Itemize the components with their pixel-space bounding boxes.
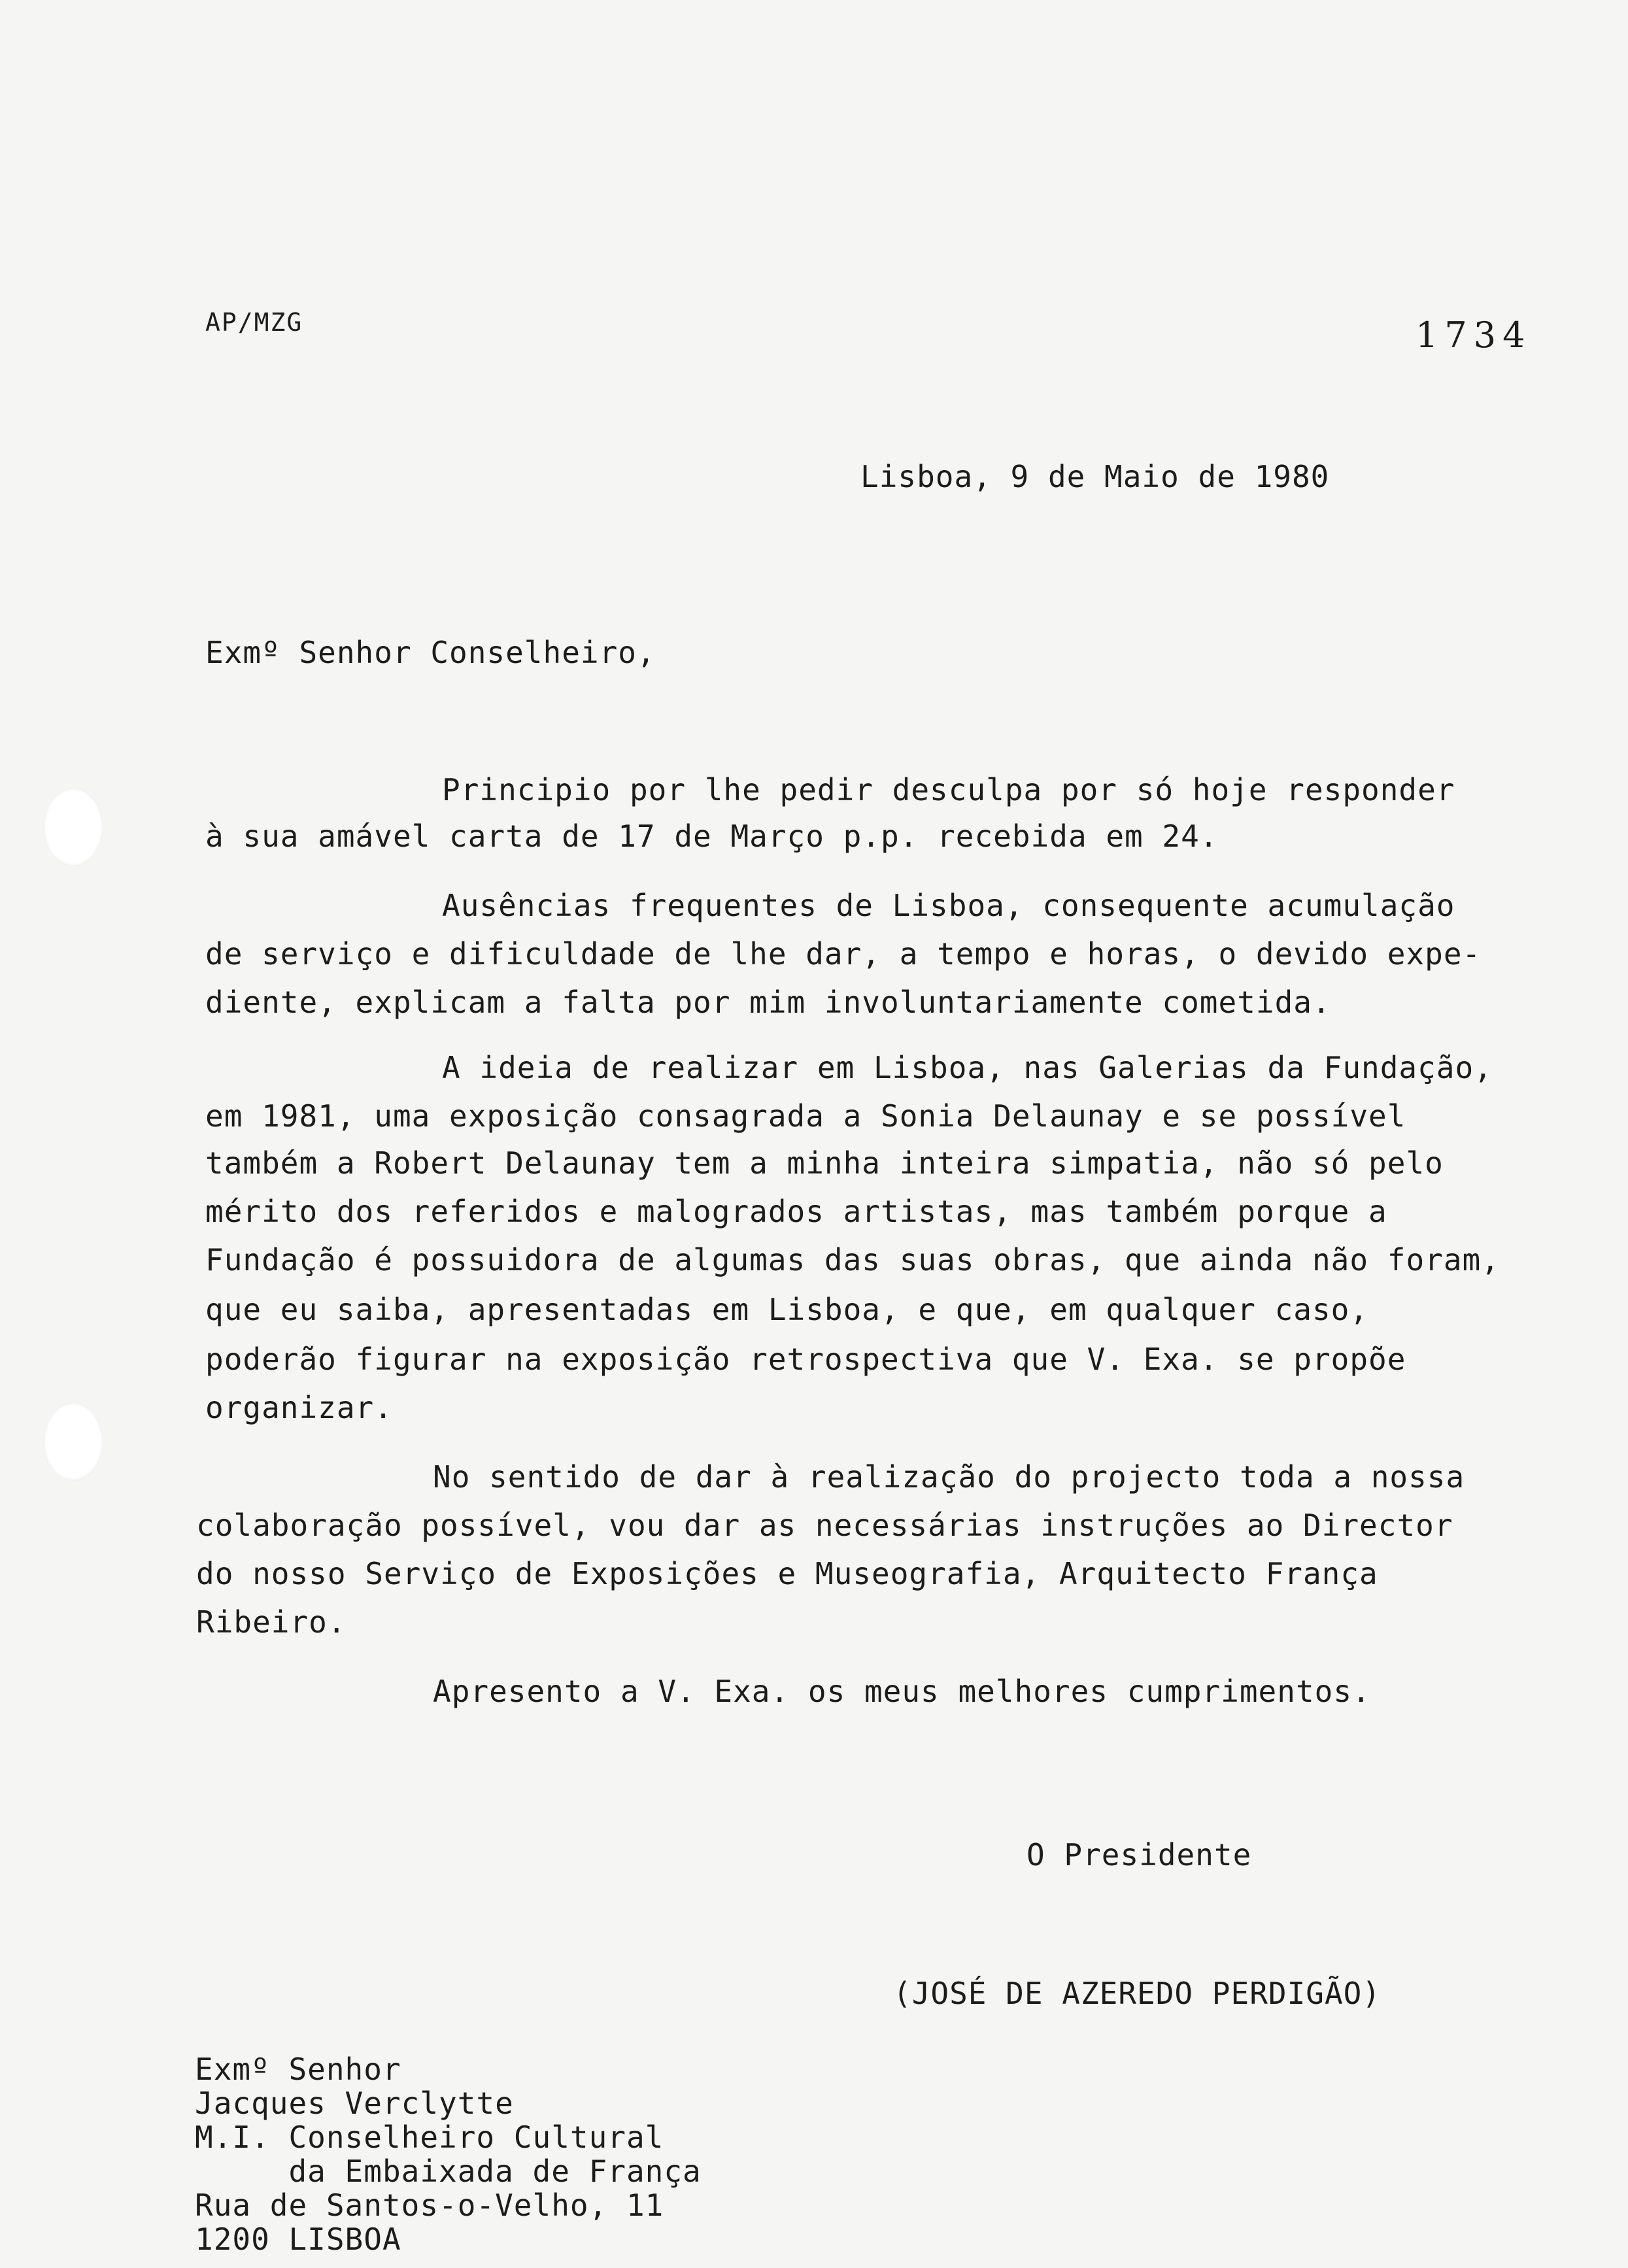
punch-hole-bottom bbox=[43, 1402, 103, 1481]
paragraph-line: Ribeiro. bbox=[196, 1604, 347, 1640]
paragraph-line: A ideia de realizar em Lisboa, nas Galerias da Fundação, bbox=[442, 1050, 1493, 1085]
place-date: Lisboa, 9 de Maio de 1980 bbox=[860, 459, 1330, 494]
paragraph-line: Apresento a V. Exa. os meus melhores cumprimentos. bbox=[433, 1674, 1371, 1709]
paragraph-line: também a Robert Delaunay tem a minha inteira simpatia, não só pelo bbox=[205, 1145, 1444, 1181]
paragraph-line: à sua amável carta de 17 de Março p.p. recebida em 24. bbox=[205, 819, 1219, 854]
addressee-line: da Embaixada de França bbox=[195, 2154, 702, 2189]
paragraph-line: colaboração possível, vou dar as necessárias instruções ao Director bbox=[196, 1508, 1453, 1543]
punch-hole-top bbox=[43, 788, 103, 866]
signatory-name: (JOSÉ DE AZEREDO PERDIGÃO) bbox=[893, 1976, 1382, 2011]
salutation: Exmº Senhor Conselheiro, bbox=[205, 635, 656, 670]
closing-title: O Presidente bbox=[1026, 1837, 1252, 1872]
addressee-line: Rua de Santos-o-Velho, 11 bbox=[195, 2188, 664, 2223]
paragraph-line: em 1981, uma exposição consagrada a Sonia Delaunay e se possível bbox=[205, 1098, 1406, 1134]
document-number: 1734 bbox=[1416, 314, 1532, 356]
paragraph-line: do nosso Serviço de Exposições e Museografia, Arquitecto França bbox=[196, 1556, 1378, 1591]
paragraph-line: de serviço e dificuldade de lhe dar, a tempo e horas, o devido expe- bbox=[205, 936, 1482, 972]
paragraph-line: que eu saiba, apresentadas em Lisboa, e que, em qualquer caso, bbox=[205, 1292, 1369, 1327]
addressee-line: Exmº Senhor bbox=[195, 2052, 401, 2087]
paragraph-line: diente, explicam a falta por mim involuntariamente cometida. bbox=[205, 985, 1331, 1020]
addressee-line: Jacques Verclytte bbox=[195, 2086, 514, 2121]
paragraph-line: Principio por lhe pedir desculpa por só hoje responder bbox=[442, 772, 1455, 807]
addressee-line: 1200 LISBOA bbox=[195, 2222, 401, 2257]
reference-code: AP/MZG bbox=[205, 308, 303, 337]
paragraph-line: poderão figurar na exposição retrospectiva que V. Exa. se propõe bbox=[205, 1342, 1406, 1377]
paragraph-line: Fundação é possuidora de algumas das suas obras, que ainda não foram, bbox=[205, 1242, 1500, 1278]
addressee-line: M.I. Conselheiro Cultural bbox=[195, 2120, 664, 2155]
paragraph-line: No sentido de dar à realização do projecto toda a nossa bbox=[433, 1459, 1465, 1495]
paragraph-line: organizar. bbox=[205, 1390, 393, 1425]
paragraph-line: mérito dos referidos e malogrados artistas, mas também porque a bbox=[205, 1194, 1387, 1229]
paragraph-line: Ausências frequentes de Lisboa, consequente acumulação bbox=[442, 888, 1455, 923]
